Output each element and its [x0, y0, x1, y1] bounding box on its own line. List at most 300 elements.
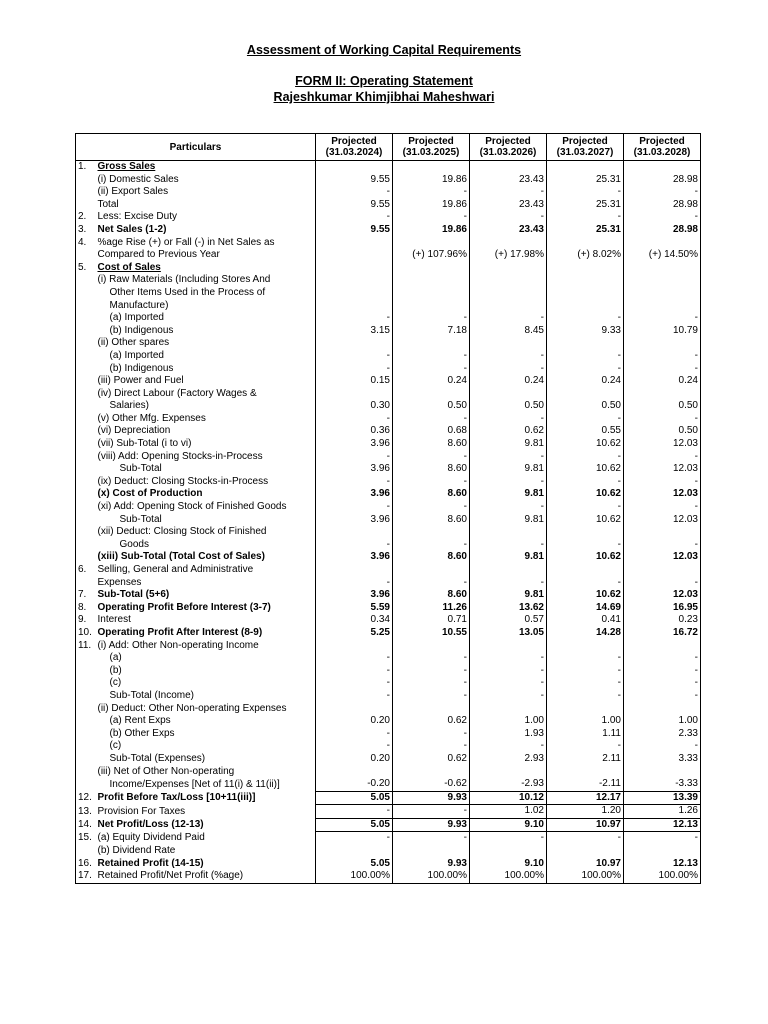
column-header — [624, 134, 701, 161]
table-row — [76, 388, 701, 401]
table-row — [76, 740, 701, 753]
row-number: 12. — [76, 791, 96, 805]
row-particular — [96, 237, 316, 250]
row-value: 3.96 — [316, 589, 393, 602]
particular-text: Less: Excise Duty — [97, 211, 177, 223]
row-particular — [96, 312, 316, 325]
row-value: 12.03 — [624, 551, 701, 564]
row-value: - — [624, 577, 701, 590]
row-value: 10.62 — [547, 488, 624, 501]
table-row — [76, 476, 701, 489]
particular-text: (b) Dividend Rate — [97, 845, 176, 857]
row-value: - — [393, 805, 470, 819]
particular-text: (xiii) Sub-Total (Total Cost of Sales) — [97, 551, 265, 563]
row-value: 9.33 — [547, 325, 624, 338]
row-value: - — [624, 832, 701, 845]
row-value: 2.11 — [547, 753, 624, 766]
row-value: (+) 8.02% — [547, 249, 624, 262]
particular-text: (c) — [109, 740, 122, 752]
table-row — [76, 363, 701, 376]
row-value: 9.81 — [470, 514, 547, 527]
row-particular — [96, 211, 316, 224]
row-value: - — [547, 211, 624, 224]
row-number — [76, 501, 96, 514]
column-date: (31.03.2027) — [556, 147, 614, 158]
row-value: 5.05 — [316, 791, 393, 805]
particular-text: (iv) Direct Labour (Factory Wages & — [97, 387, 257, 399]
particular-text: Sub-Total — [119, 463, 162, 475]
row-value — [393, 703, 470, 716]
table-row — [76, 375, 701, 388]
row-value: 10.62 — [547, 438, 624, 451]
table-row — [76, 186, 701, 199]
particular-text: (b) — [109, 664, 122, 676]
row-value: -0.20 — [316, 778, 393, 791]
row-value — [624, 262, 701, 275]
particular-text: Goods — [119, 538, 149, 550]
row-value — [547, 703, 624, 716]
row-value: 8.60 — [393, 551, 470, 564]
row-particular — [96, 526, 316, 539]
row-value: - — [470, 539, 547, 552]
column-date: (31.03.2026) — [479, 147, 537, 158]
row-value: - — [624, 350, 701, 363]
row-particular — [96, 476, 316, 489]
row-value — [547, 845, 624, 858]
row-particular — [96, 174, 316, 187]
row-value: 13.05 — [470, 627, 547, 640]
row-value — [470, 845, 547, 858]
row-particular — [96, 818, 316, 832]
row-value: - — [393, 312, 470, 325]
table-row — [76, 715, 701, 728]
row-number — [76, 845, 96, 858]
row-particular — [96, 778, 316, 791]
row-value: 23.43 — [470, 174, 547, 187]
row-number: 10. — [76, 627, 96, 640]
particular-text: (iii) Net of Other Non-operating — [97, 765, 235, 777]
row-value — [470, 274, 547, 287]
row-value: 9.10 — [470, 818, 547, 832]
particular-text: Sub-Total (Expenses) — [109, 752, 206, 764]
row-value: 14.28 — [547, 627, 624, 640]
row-particular — [96, 728, 316, 741]
table-row — [76, 274, 701, 287]
row-value: - — [624, 740, 701, 753]
row-value — [393, 526, 470, 539]
row-number — [76, 388, 96, 401]
row-value: - — [393, 665, 470, 678]
row-value: - — [547, 690, 624, 703]
row-particular — [96, 463, 316, 476]
row-value — [470, 262, 547, 275]
row-value: - — [624, 476, 701, 489]
row-value: - — [393, 740, 470, 753]
column-header — [547, 134, 624, 161]
particular-text: (b) Indigenous — [109, 324, 174, 336]
row-value — [547, 287, 624, 300]
row-value — [547, 300, 624, 313]
row-value: - — [316, 832, 393, 845]
table-header-row — [76, 134, 701, 161]
row-particular — [96, 388, 316, 401]
column-date: (31.03.2024) — [325, 147, 383, 158]
row-particular — [96, 627, 316, 640]
particular-text: (a) Equity Dividend Paid — [97, 832, 205, 844]
row-particular — [96, 300, 316, 313]
row-number — [76, 715, 96, 728]
table-row — [76, 845, 701, 858]
row-value — [470, 640, 547, 653]
row-value: 19.86 — [393, 224, 470, 237]
row-value: 8.60 — [393, 514, 470, 527]
row-value: - — [624, 363, 701, 376]
row-value: 0.62 — [393, 753, 470, 766]
row-value: - — [316, 312, 393, 325]
row-particular — [96, 690, 316, 703]
column-label: Projected — [331, 136, 377, 147]
row-value: - — [393, 413, 470, 426]
row-value: - — [470, 652, 547, 665]
table-row — [76, 262, 701, 275]
row-value: 12.03 — [624, 488, 701, 501]
row-particular — [96, 753, 316, 766]
row-number — [76, 337, 96, 350]
row-value: 13.39 — [624, 791, 701, 805]
particular-text: (ii) Other spares — [97, 337, 170, 349]
row-value: - — [393, 652, 470, 665]
row-value — [316, 161, 393, 174]
row-value: 9.93 — [393, 818, 470, 832]
table-row — [76, 400, 701, 413]
row-value: 3.15 — [316, 325, 393, 338]
row-number — [76, 199, 96, 212]
row-value: - — [624, 539, 701, 552]
table-row — [76, 463, 701, 476]
column-header — [393, 134, 470, 161]
table-row — [76, 564, 701, 577]
particular-text: Other Items Used in the Process of — [109, 286, 266, 298]
row-value: - — [470, 312, 547, 325]
row-value — [316, 337, 393, 350]
particular-text: (a) Rent Exps — [109, 715, 171, 727]
row-value: 0.20 — [316, 753, 393, 766]
row-number: 1. — [76, 161, 96, 174]
particular-text: Manufacture) — [109, 299, 169, 311]
row-value — [393, 262, 470, 275]
row-value: 10.97 — [547, 818, 624, 832]
table-row — [76, 703, 701, 716]
column-label: Projected — [562, 136, 608, 147]
row-value — [393, 274, 470, 287]
row-value: - — [393, 728, 470, 741]
table-row — [76, 488, 701, 501]
row-number — [76, 766, 96, 779]
particular-text: (iii) Power and Fuel — [97, 375, 184, 387]
table-row — [76, 249, 701, 262]
row-value: - — [393, 186, 470, 199]
row-value: 100.00% — [547, 870, 624, 883]
row-value — [547, 337, 624, 350]
row-value — [393, 640, 470, 653]
row-value — [624, 337, 701, 350]
row-number — [76, 476, 96, 489]
row-value: - — [470, 740, 547, 753]
row-value: 23.43 — [470, 199, 547, 212]
row-particular — [96, 514, 316, 527]
row-value: 1.00 — [470, 715, 547, 728]
row-particular — [96, 665, 316, 678]
row-particular — [96, 715, 316, 728]
row-particular — [96, 766, 316, 779]
row-particular — [96, 262, 316, 275]
particular-text: (vii) Sub-Total (i to vi) — [97, 438, 192, 450]
row-value: 19.86 — [393, 199, 470, 212]
row-number — [76, 249, 96, 262]
row-value — [547, 262, 624, 275]
row-number: 7. — [76, 589, 96, 602]
table-row — [76, 337, 701, 350]
row-number — [76, 778, 96, 791]
row-value: - — [316, 652, 393, 665]
table-row — [76, 438, 701, 451]
row-value: - — [393, 350, 470, 363]
row-value: 0.41 — [547, 614, 624, 627]
row-value: 9.81 — [470, 438, 547, 451]
table-row — [76, 870, 701, 883]
row-value: 0.62 — [393, 715, 470, 728]
row-value: - — [393, 539, 470, 552]
table-row — [76, 425, 701, 438]
row-number — [76, 375, 96, 388]
row-number — [76, 425, 96, 438]
row-value: 9.10 — [470, 858, 547, 871]
table-row — [76, 778, 701, 791]
row-value: -2.11 — [547, 778, 624, 791]
row-particular — [96, 589, 316, 602]
row-value: - — [316, 350, 393, 363]
row-value: - — [316, 476, 393, 489]
table-row — [76, 677, 701, 690]
row-number — [76, 526, 96, 539]
table-row — [76, 211, 701, 224]
row-particular — [96, 488, 316, 501]
table-row — [76, 224, 701, 237]
row-value: - — [624, 501, 701, 514]
row-value: - — [316, 665, 393, 678]
row-value: 1.11 — [547, 728, 624, 741]
document-title: Assessment of Working Capital Requirements — [246, 43, 522, 57]
row-number — [76, 312, 96, 325]
row-particular — [96, 249, 316, 262]
row-number: 13. — [76, 805, 96, 819]
row-value — [316, 300, 393, 313]
row-particular — [96, 186, 316, 199]
row-particular — [96, 287, 316, 300]
table-row — [76, 551, 701, 564]
row-value: 10.62 — [547, 589, 624, 602]
particular-text: (i) Domestic Sales — [97, 173, 179, 185]
row-value: 0.23 — [624, 614, 701, 627]
row-value: 11.26 — [393, 602, 470, 615]
row-value: - — [547, 350, 624, 363]
row-value: 0.20 — [316, 715, 393, 728]
row-value: 0.57 — [470, 614, 547, 627]
row-value: 100.00% — [393, 870, 470, 883]
table-row — [76, 818, 701, 832]
particular-text: Retained Profit (14-15) — [97, 857, 204, 869]
row-particular — [96, 337, 316, 350]
row-value — [624, 845, 701, 858]
row-value: - — [624, 211, 701, 224]
row-particular — [96, 451, 316, 464]
row-value: 9.93 — [393, 858, 470, 871]
row-value: 9.55 — [316, 199, 393, 212]
row-particular — [96, 161, 316, 174]
row-value — [316, 249, 393, 262]
row-value: - — [547, 832, 624, 845]
company-name: Rajeshkumar Khimjibhai Maheshwari — [273, 90, 495, 104]
row-particular — [96, 224, 316, 237]
row-particular — [96, 614, 316, 627]
row-number — [76, 539, 96, 552]
row-value — [316, 274, 393, 287]
row-value: 0.34 — [316, 614, 393, 627]
row-value: - — [316, 577, 393, 590]
row-value: 0.62 — [470, 425, 547, 438]
row-particular — [96, 551, 316, 564]
row-value: 0.24 — [393, 375, 470, 388]
particular-text: Net Sales (1-2) — [97, 223, 167, 235]
form-title: FORM II: Operating Statement — [295, 74, 473, 88]
row-number — [76, 451, 96, 464]
row-number — [76, 690, 96, 703]
particular-text: Sub-Total (5+6) — [97, 589, 170, 601]
row-value — [547, 640, 624, 653]
row-value: - — [316, 451, 393, 464]
row-particular — [96, 350, 316, 363]
row-value: - — [393, 211, 470, 224]
row-value — [316, 640, 393, 653]
row-value: 16.95 — [624, 602, 701, 615]
row-value — [393, 766, 470, 779]
row-value: - — [316, 677, 393, 690]
row-value: - — [470, 413, 547, 426]
particular-text: Net Profit/Loss (12-13) — [97, 819, 204, 831]
row-particular — [96, 652, 316, 665]
row-value: -0.62 — [393, 778, 470, 791]
row-particular — [96, 577, 316, 590]
row-value — [624, 526, 701, 539]
particular-text: (i) Raw Materials (Including Stores And — [97, 274, 271, 286]
row-value: - — [393, 577, 470, 590]
row-value — [393, 161, 470, 174]
row-value: 1.20 — [547, 805, 624, 819]
row-value: - — [547, 501, 624, 514]
row-value: 28.98 — [624, 174, 701, 187]
table-row — [76, 832, 701, 845]
row-value: 3.96 — [316, 551, 393, 564]
row-value: 9.81 — [470, 488, 547, 501]
row-value — [393, 300, 470, 313]
row-value: 25.31 — [547, 199, 624, 212]
row-value: 3.96 — [316, 438, 393, 451]
table-row — [76, 526, 701, 539]
row-value: - — [316, 501, 393, 514]
row-number — [76, 551, 96, 564]
row-value — [393, 388, 470, 401]
table-row — [76, 174, 701, 187]
row-value: - — [316, 539, 393, 552]
row-number — [76, 350, 96, 363]
row-value: - — [624, 186, 701, 199]
table-row — [76, 501, 701, 514]
column-date: (31.03.2025) — [402, 147, 460, 158]
row-value: 10.62 — [547, 551, 624, 564]
row-value: 12.17 — [547, 791, 624, 805]
row-particular — [96, 274, 316, 287]
row-value: - — [470, 363, 547, 376]
column-header — [470, 134, 547, 161]
particular-text: Cost of Sales — [97, 261, 161, 273]
row-value — [624, 300, 701, 313]
row-particular — [96, 438, 316, 451]
row-value: - — [547, 312, 624, 325]
row-value: - — [547, 363, 624, 376]
table-row — [76, 413, 701, 426]
row-value: (+) 14.50% — [624, 249, 701, 262]
particular-text: (v) Other Mfg. Expenses — [97, 412, 206, 424]
row-value: - — [547, 539, 624, 552]
row-value: 3.96 — [316, 514, 393, 527]
table-row — [76, 451, 701, 464]
row-value — [624, 564, 701, 577]
row-number — [76, 665, 96, 678]
row-value: 1.00 — [547, 715, 624, 728]
row-particular — [96, 199, 316, 212]
row-value: 3.33 — [624, 753, 701, 766]
row-value: 3.96 — [316, 488, 393, 501]
row-number — [76, 703, 96, 716]
row-value: 0.50 — [470, 400, 547, 413]
particular-text: (xi) Add: Opening Stock of Finished Goods — [97, 501, 287, 513]
particular-text: (a) Imported — [109, 312, 164, 324]
particular-text: (vi) Depreciation — [97, 425, 171, 437]
row-value: - — [624, 652, 701, 665]
row-value — [470, 564, 547, 577]
particular-text: Gross Sales — [97, 161, 156, 172]
particular-text: Salaries) — [109, 400, 149, 412]
row-value — [624, 287, 701, 300]
table-row — [76, 665, 701, 678]
row-number — [76, 652, 96, 665]
row-value: 8.60 — [393, 589, 470, 602]
row-value: (+) 107.96% — [393, 249, 470, 262]
table-row — [76, 766, 701, 779]
row-value: 23.43 — [470, 224, 547, 237]
row-value: - — [393, 677, 470, 690]
row-number — [76, 677, 96, 690]
particular-text: Retained Profit/Net Profit (%age) — [97, 870, 244, 882]
row-value — [547, 526, 624, 539]
row-number — [76, 325, 96, 338]
row-value: 0.50 — [624, 425, 701, 438]
row-value — [547, 161, 624, 174]
table-row — [76, 690, 701, 703]
row-number — [76, 438, 96, 451]
row-value: 14.69 — [547, 602, 624, 615]
row-particular — [96, 501, 316, 514]
